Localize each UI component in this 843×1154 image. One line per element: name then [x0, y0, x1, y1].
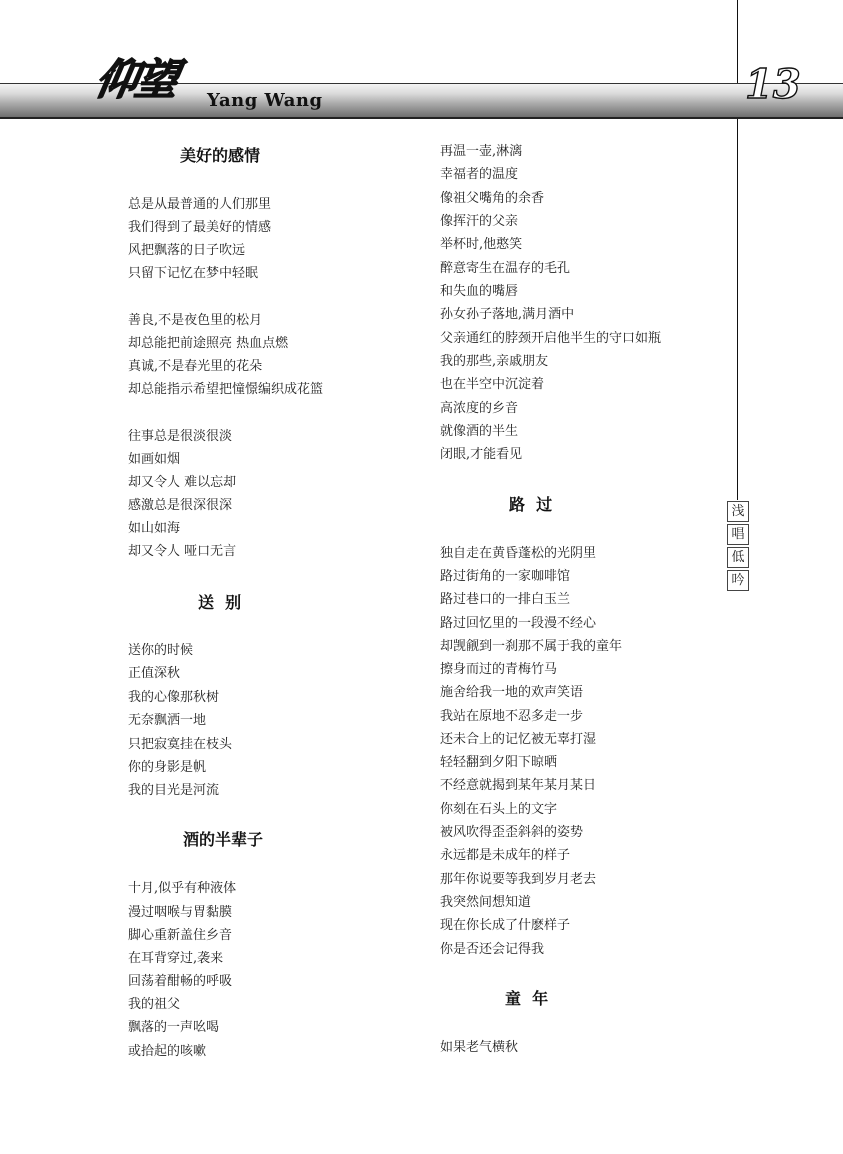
poem-line: 却总能把前途照亮 热血点燃	[128, 336, 289, 351]
poem-line: 像挥汗的父亲	[440, 214, 519, 229]
poem-line: 我站在原地不忍多走一步	[440, 709, 584, 724]
poem-line: 如画如烟	[128, 452, 181, 467]
poem-line: 送你的时候	[128, 643, 194, 658]
poem-title: 美好的感情	[180, 146, 261, 165]
side-tag: 浅	[727, 501, 749, 522]
poem-title: 送 别	[198, 593, 242, 612]
poem-line: 孙女孙子落地,满月酒中	[440, 307, 575, 322]
side-tag: 吟	[727, 570, 749, 591]
poem-line: 还未合上的记忆被无辜打湿	[440, 732, 597, 747]
poem-line: 只把寂寞挂在枝头	[128, 737, 233, 752]
poem-line: 我们得到了最美好的情感	[128, 220, 272, 235]
poem-line: 我的心像那秋树	[128, 690, 220, 705]
poem-line: 高浓度的乡音	[440, 401, 519, 416]
poem-line: 举杯时,他憨笑	[440, 237, 523, 252]
poem-line: 现在你长成了什麽样子	[440, 918, 571, 933]
poem-line: 如山如海	[128, 521, 181, 536]
poem-line: 施舍给我一地的欢声笑语	[440, 685, 584, 700]
poem-line: 风把飘落的日子吹远	[128, 243, 246, 258]
poem-line: 真诚,不是春光里的花朵	[128, 359, 263, 374]
poem-line: 你刻在石头上的文字	[440, 802, 558, 817]
poem-line: 路过巷口的一排白玉兰	[440, 592, 571, 607]
column-logo: 仰望	[91, 55, 181, 104]
poem-line: 就像酒的半生	[440, 424, 519, 439]
poem-line: 却总能指示希望把憧憬编织成花篮	[128, 382, 324, 397]
poem-line: 不经意就揭到某年某月某日	[440, 778, 597, 793]
poem-line: 轻轻翻到夕阳下晾晒	[440, 755, 558, 770]
poem-line: 路过街角的一家咖啡馆	[440, 569, 571, 584]
poem-line: 我突然间想知道	[440, 895, 532, 910]
poem-line: 无奈飘洒一地	[128, 713, 207, 728]
side-tag: 低	[727, 547, 749, 568]
poem-title: 童 年	[505, 989, 549, 1008]
poem-line: 像祖父嘴角的余香	[440, 191, 545, 206]
poem-line: 感激总是很深很深	[128, 498, 233, 513]
poem-line: 或拾起的咳嗽	[128, 1044, 207, 1059]
poem-line: 善良,不是夜色里的松月	[128, 313, 263, 328]
poem-line: 只留下记忆在梦中轻眠	[128, 266, 259, 281]
poem-title: 路 过	[509, 495, 553, 514]
poem-line: 往事总是很淡很淡	[128, 429, 233, 444]
poem-line: 再温一壶,淋漓	[440, 144, 523, 159]
poem-line: 却又令人 难以忘却	[128, 475, 237, 490]
margin-rule	[737, 0, 738, 500]
poem-line: 我的目光是河流	[128, 783, 220, 798]
poem-line: 正值深秋	[128, 666, 181, 681]
column-logo-subtitle: Yang Wang	[207, 90, 323, 111]
poem-line: 独自走在黄昏蓬松的光阴里	[440, 546, 597, 561]
poem-line: 你的身影是帆	[128, 760, 207, 775]
poem-line: 永远都是未成年的样子	[440, 848, 571, 863]
poem-line: 却觊觎到一刹那不属于我的童年	[440, 639, 623, 654]
poem-line: 和失血的嘴唇	[440, 284, 519, 299]
poem-line: 飘落的一声吆喝	[128, 1020, 220, 1035]
poem-line: 醉意寄生在温存的毛孔	[440, 261, 571, 276]
poem-line: 你是否还会记得我	[440, 942, 545, 957]
poem-line: 父亲通红的脖颈开启他半生的守口如瓶	[440, 331, 662, 346]
poem-line: 漫过咽喉与胃黏膜	[128, 905, 233, 920]
side-tag: 唱	[727, 524, 749, 545]
poem-line: 却又令人 哑口无言	[128, 544, 237, 559]
poem-line: 也在半空中沉淀着	[440, 377, 545, 392]
poem-line: 路过回忆里的一段漫不经心	[440, 616, 597, 631]
poem-line: 那年你说要等我到岁月老去	[440, 872, 597, 887]
page-number: 13	[745, 61, 801, 108]
poem-line: 如果老气横秋	[440, 1040, 519, 1055]
poem-line: 脚心重新盖住乡音	[128, 928, 233, 943]
poem-line: 闭眼,才能看见	[440, 447, 523, 462]
poem-line: 回荡着酣畅的呼吸	[128, 974, 233, 989]
poem-line: 被风吹得歪歪斜斜的姿势	[440, 825, 584, 840]
poem-line: 幸福者的温度	[440, 167, 519, 182]
poem-line: 在耳背穿过,袭来	[128, 951, 224, 966]
poem-line: 十月,似乎有种液体	[128, 881, 237, 896]
poem-line: 擦身而过的青梅竹马	[440, 662, 558, 677]
poem-title: 酒的半辈子	[183, 830, 264, 849]
poem-line: 我的祖父	[128, 997, 181, 1012]
poem-line: 我的那些,亲戚朋友	[440, 354, 549, 369]
poem-line: 总是从最普通的人们那里	[128, 197, 272, 212]
